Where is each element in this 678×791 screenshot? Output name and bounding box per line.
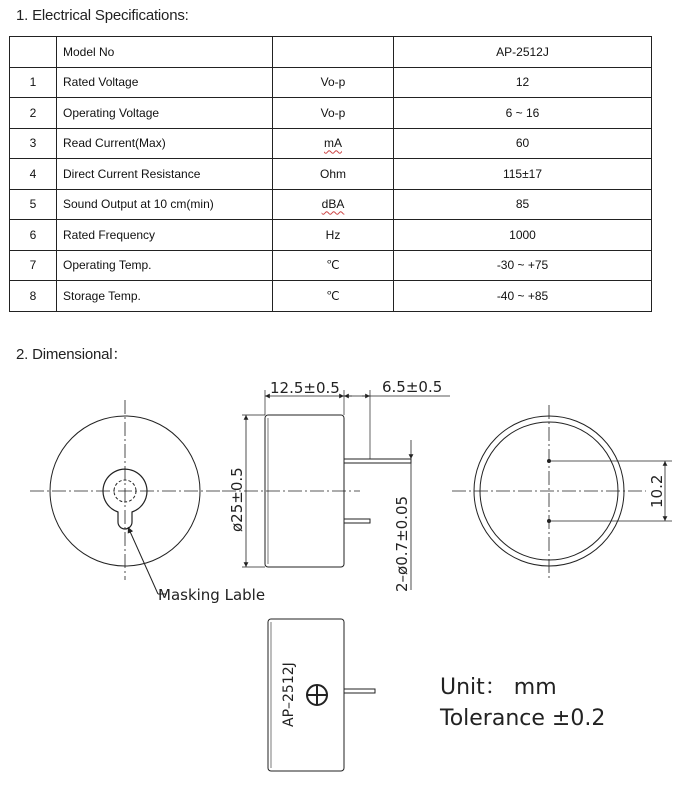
back-pin-dot-lower [547,519,551,523]
table-header-row [10,37,652,68]
row-number: 2 [10,98,57,129]
row-unit: Ohm [273,159,394,190]
table-row [10,281,652,312]
row-value: 1000 [394,220,652,251]
row-value: -40 ~ +85 [394,281,652,312]
row-value: 12 [394,67,652,98]
row-value: 85 [394,189,652,220]
electrical-spec-table [9,36,652,312]
table-row [10,159,652,190]
row-value: 115±17 [394,159,652,190]
unit-text: dBA [321,197,345,212]
side-view [222,390,450,590]
table-row [10,67,652,98]
section-title-electrical: 1. Electrical Specifications: [16,7,189,24]
dim-pin-diameter-text: 2–ø0.7±0.05 [393,495,411,592]
row-value: 60 [394,128,652,159]
row-parameter: Storage Temp. [57,281,273,312]
dim-pin-spacing-text: 10.2 [648,474,666,508]
dimension-drawing [0,360,678,791]
row-unit: Hz [273,220,394,251]
row-value: -30 ~ +75 [394,250,652,281]
model-marking-text: AP–2512J [281,662,297,727]
dim-width-text: 12.5±0.5 [270,379,340,397]
dim-pin-length-text: 6.5±0.5 [382,378,443,396]
unit-text: Unit： mm [440,675,557,700]
row-unit: Vo-p [273,98,394,129]
row-number: 6 [10,220,57,251]
row-parameter: Direct Current Resistance [57,159,273,190]
table-row [10,189,652,220]
row-unit: ℃ [273,250,394,281]
row-unit [273,128,394,159]
row-number: 1 [10,67,57,98]
back-view [452,405,672,580]
unit-text: mA [324,136,342,151]
row-number: 8 [10,281,57,312]
row-number: 4 [10,159,57,190]
row-number: 3 [10,128,57,159]
row-unit: Vo-p [273,67,394,98]
back-pin-dot-upper [547,459,551,463]
masking-label-text: Masking Lable [158,586,266,604]
header-model-value: AP-2512J [394,37,652,68]
header-model-label: Model No [57,37,273,68]
side-pin-upper [344,459,411,463]
front-view [30,400,220,594]
row-parameter: Read Current(Max) [57,128,273,159]
table-row [10,220,652,251]
section-title-dimensional: 2. Dimensional： [16,346,128,363]
row-number: 5 [10,189,57,220]
row-parameter: Rated Voltage [57,67,273,98]
marking-pin [344,689,375,693]
header-num-cell [10,37,57,68]
table-row [10,250,652,281]
tolerance-text: Tolerance ±0.2 [440,706,606,731]
row-parameter: Operating Temp. [57,250,273,281]
dim-diameter-text: ø25±0.5 [228,467,246,532]
row-value: 6 ~ 16 [394,98,652,129]
row-unit: ℃ [273,281,394,312]
row-parameter: Operating Voltage [57,98,273,129]
row-parameter: Rated Frequency [57,220,273,251]
row-number: 7 [10,250,57,281]
side-pin-lower [344,519,370,523]
table-row [10,98,652,129]
header-unit-cell [273,37,394,68]
table-row [10,128,652,159]
row-unit [273,189,394,220]
row-parameter: Sound Output at 10 cm(min) [57,189,273,220]
